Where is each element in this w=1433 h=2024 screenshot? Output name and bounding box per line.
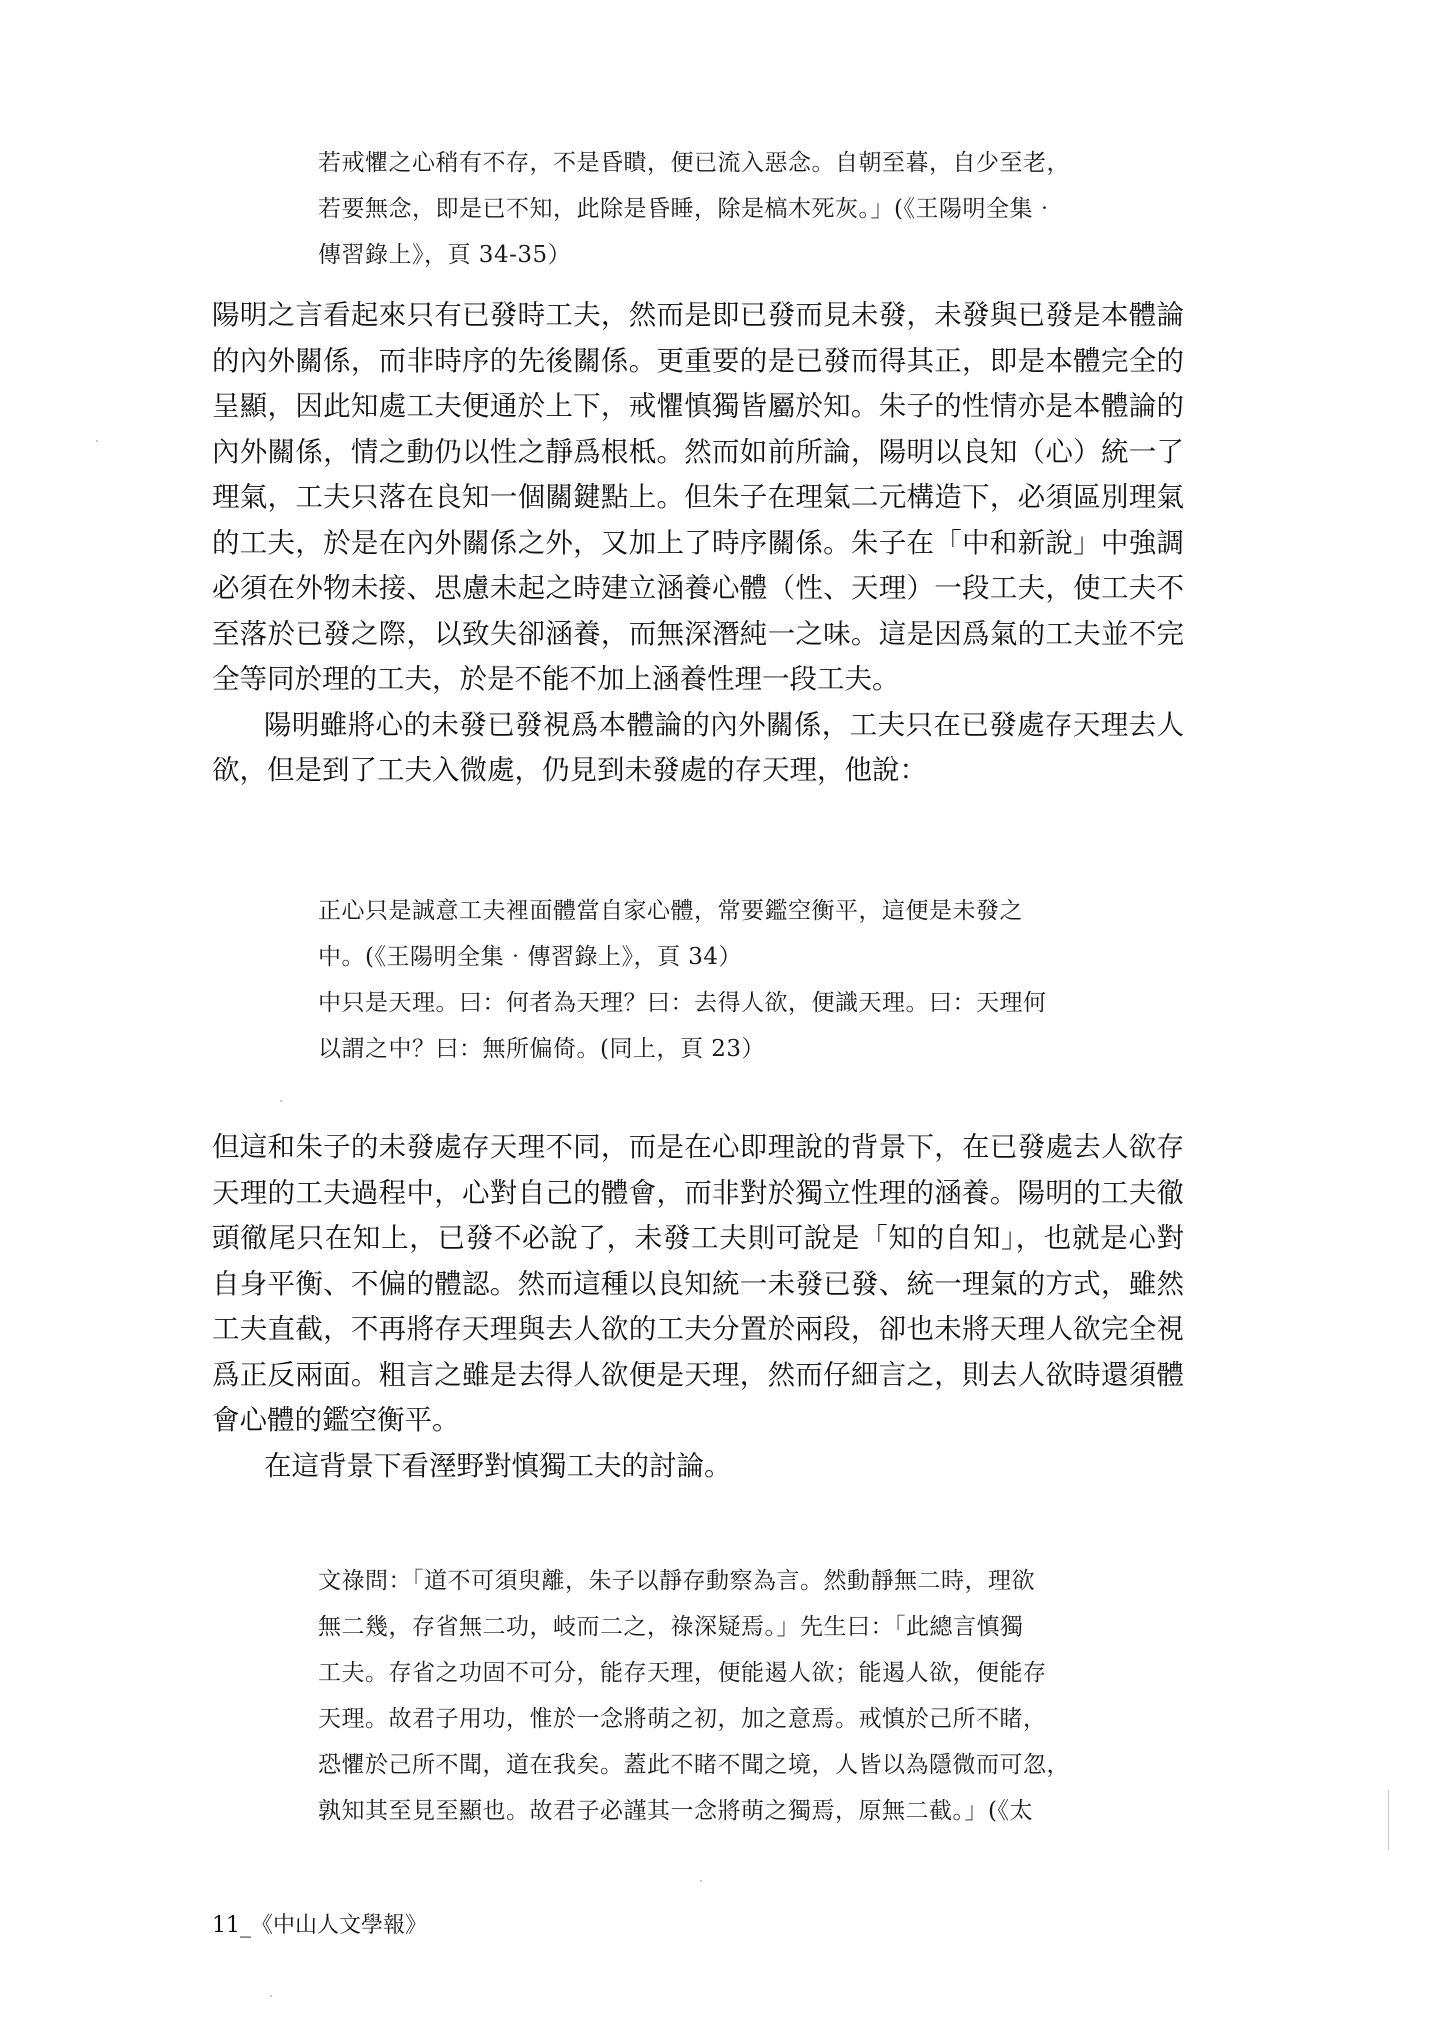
scan-speck	[700, 1880, 702, 1882]
scan-speck	[270, 1995, 272, 1997]
block-quote-3	[318, 1558, 1188, 1834]
body-section-2	[212, 1125, 1184, 1489]
quote-line: 天理。故君子用功，惟於一念將萌之初，加之意焉。戒慎於己所不睹，	[318, 1706, 1047, 1732]
block-quote-2	[318, 888, 1188, 1072]
paragraph: 陽明雖將心的未發已發視爲本體論的內外關係，工夫只在已發處存天理去人欲，但是到了工夫入微處，仍見到未發處的存天理，他說：	[212, 708, 1184, 786]
quote-line: 工夫。存省之功固不可分，能存天理，便能遏人欲；能遏人欲，便能存	[318, 1660, 1047, 1686]
quote-line: 傳習錄上》，頁 34-35）	[318, 242, 572, 268]
quote-line: 中。(《王陽明全集‧傳習錄上》，頁 34）	[318, 944, 743, 970]
quote-line: 恐懼於己所不聞，道在我矣。蓋此不睹不聞之境，人皆以為隱微而可忽，	[318, 1752, 1070, 1778]
paragraph: 但這和朱子的未發處存天理不同，而是在心即理說的背景下，在已發處去人欲存天理的工夫過程中，心對自己的體會，而非對於獨立性理的涵養。陽明的工夫徹頭徹尾只在知上，已發不必說了，未發工夫則可說是「知的自知」，也就是心對自身平衡、不偏的體認。然而這種以良知統一未發已發、統一理氣的方式，雖然工夫直截，不再將存天理與去人欲的工夫分置於兩段，卻也未將天理人欲完全視爲正反兩面。粗言之雖是去得人欲便是天理，然而仔細言之，則去人欲時還須體會心體的鑑空衡平。	[212, 1131, 1184, 1436]
quote-line: 正心只是誠意工夫裡面體當自家心體，常要鑑空衡平，這便是未發之	[318, 898, 1023, 924]
page-footer: 11_《中山人文學報》	[212, 1913, 427, 1938]
scan-speck	[1388, 1790, 1389, 1850]
quote-line: 無二幾，存省無二功，岐而二之，祿深疑焉。」先生曰：「此總言慎獨	[318, 1614, 1024, 1640]
scan-speck	[96, 440, 98, 442]
paragraph: 在這背景下看溼野對慎獨工夫的討論。	[264, 1449, 732, 1482]
quote-line: 若戒懼之心稍有不存，不是昏瞶，便已流入惡念。自朝至暮，自少至老，	[318, 150, 1070, 176]
scan-speck	[280, 1100, 282, 1102]
paragraph: 陽明之言看起來只有已發時工夫，然而是即已發而見未發，未發與已發是本體論的內外關係，而非時序的先後關係。更重要的是已發而得其正，即是本體完全的呈顯，因此知處工夫便通於上下，戒懼慎獨皆屬於知。朱子的性情亦是本體論的內外關係，情之動仍以性之靜爲根柢。然而如前所論，陽明以良知（心）統一了理氣，工夫只落在良知一個關鍵點上。但朱子在理氣二元構造下，必須區別理氣的工夫，於是在內外關係之外，又加上了時序關係。朱子在「中和新說」中強調必須在外物未接、思慮未起之時建立涵養心體（性、天理）一段工夫，使工夫不至落於已發之際，以致失卻涵養，而無深潛純一之味。這是因爲氣的工夫並不完全等同於理的工夫，於是不能不加上涵養性理一段工夫。	[212, 299, 1184, 695]
quote-line: 文祿問：「道不可須臾離，朱子以靜存動察為言。然動靜無二時，理欲	[318, 1568, 1035, 1594]
quote-line: 以謂之中？曰：無所偏倚。(同上，頁 23）	[318, 1036, 766, 1062]
quote-line: 若要無念，即是已不知，此除是昏睡，除是槁木死灰。」(《王陽明全集‧	[318, 196, 1057, 222]
block-quote-1	[318, 140, 1188, 278]
body-section-1	[212, 293, 1184, 794]
quote-line: 孰知其至見至顯也。故君子必謹其一念將萌之獨焉，原無二截。」(《太	[318, 1798, 1033, 1824]
quote-line: 中只是天理。曰：何者為天理？曰：去得人欲，便識天理。曰：天理何	[318, 990, 1047, 1016]
